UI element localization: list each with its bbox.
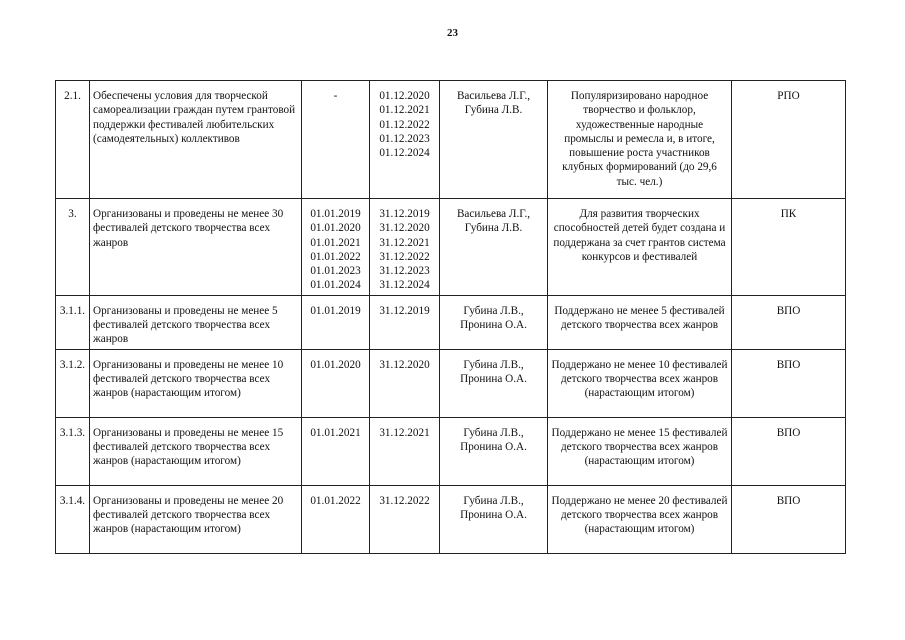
activity-title-cell: Организованы и проведены не менее 10 фестивалей детского творчества всех жанров (нарастающим итогом) xyxy=(90,349,302,417)
responsible-cell: Губина Л.В., Пронина О.А. xyxy=(440,295,548,349)
start-date-line: 01.01.2024 xyxy=(310,279,361,292)
row-number-cell: 2.1. xyxy=(56,81,90,199)
activity-title-cell: Организованы и проведены не менее 20 фестивалей детского творчества всех жанров (нарастающим итогом) xyxy=(90,485,302,553)
start-date-cell: 01.01.2021 xyxy=(302,417,370,485)
start-date-cell: 01.01.2020 xyxy=(302,349,370,417)
end-date-cell: 31.12.2022 xyxy=(370,485,440,553)
start-date-line: 01.01.2021 xyxy=(310,236,361,249)
form-cell: ВПО xyxy=(732,417,846,485)
end-date-line: 31.12.2024 xyxy=(379,279,430,292)
end-date-cell: 31.12.2021 xyxy=(370,417,440,485)
result-cell: Поддержано не менее 10 фестивалей детского творчества всех жанров (нарастающим итогом) xyxy=(548,349,732,417)
plan-table xyxy=(55,80,846,554)
end-date-line: 31.12.2023 xyxy=(379,265,430,278)
result-cell: Популяризировано народное творчество и фольклор, художественные народные промыслы и ремесла и, в итоге, повышение роста участников клубных формирований (до 29,6 тыс. чел.) xyxy=(548,81,732,199)
activity-title-cell: Обеспечены условия для творческой самореализации граждан путем грантовой поддержки фестивалей любительских (самодеятельных) коллективов xyxy=(90,81,302,199)
responsible-cell: Губина Л.В., Пронина О.А. xyxy=(440,417,548,485)
result-cell: Поддержано не менее 5 фестивалей детского творчества всех жанров xyxy=(548,295,732,349)
row-number-cell: 3.1.1. xyxy=(56,295,90,349)
table-row xyxy=(56,199,846,296)
responsible-cell: Васильева Л.Г., Губина Л.В. xyxy=(440,199,548,296)
end-date-line: 01.12.2023 xyxy=(379,132,430,145)
start-date-cell xyxy=(302,81,370,199)
form-cell: ВПО xyxy=(732,485,846,553)
start-date-line: 01.01.2019 xyxy=(310,208,361,220)
form-cell: ВПО xyxy=(732,295,846,349)
result-cell: Для развития творческих способностей детей будет создана и поддержана за счет грантов система конкурсов и фестивалей xyxy=(548,199,732,296)
end-date-line: 01.12.2024 xyxy=(379,147,430,160)
table-row xyxy=(56,485,846,553)
result-cell: Поддержано не менее 20 фестивалей детского творчества всех жанров (нарастающим итогом) xyxy=(548,485,732,553)
start-date-line: 01.01.2022 xyxy=(310,250,361,263)
form-cell: ПК xyxy=(732,199,846,296)
row-number-cell: 3. xyxy=(56,199,90,296)
page-number: 23 xyxy=(447,27,458,39)
end-date-cell xyxy=(370,199,440,296)
responsible-cell: Губина Л.В., Пронина О.А. xyxy=(440,485,548,553)
end-date-line: 01.12.2020 xyxy=(379,90,430,102)
activity-title-cell: Организованы и проведены не менее 30 фестивалей детского творчества всех жанров xyxy=(90,199,302,296)
end-date-line: 01.12.2021 xyxy=(379,104,430,117)
form-cell: ВПО xyxy=(732,349,846,417)
start-date-line: 01.01.2020 xyxy=(310,222,361,235)
end-date-cell: 31.12.2019 xyxy=(370,295,440,349)
end-date-line: 31.12.2019 xyxy=(379,208,430,220)
end-date-line: 31.12.2022 xyxy=(379,250,430,263)
start-date-cell xyxy=(302,199,370,296)
row-number-cell: 3.1.2. xyxy=(56,349,90,417)
result-cell: Поддержано не менее 15 фестивалей детского творчества всех жанров (нарастающим итогом) xyxy=(548,417,732,485)
table-row xyxy=(56,349,846,417)
table-row xyxy=(56,295,846,349)
start-date-cell: 01.01.2022 xyxy=(302,485,370,553)
start-date-line: - xyxy=(333,90,338,102)
row-number-cell: 3.1.4. xyxy=(56,485,90,553)
end-date-line: 01.12.2022 xyxy=(379,118,430,131)
responsible-cell: Васильева Л.Г., Губина Л.В. xyxy=(440,81,548,199)
end-date-line: 31.12.2021 xyxy=(379,236,430,249)
activity-title-cell: Организованы и проведены не менее 5 фестивалей детского творчества всех жанров xyxy=(90,295,302,349)
start-date-cell: 01.01.2019 xyxy=(302,295,370,349)
end-date-cell xyxy=(370,81,440,199)
table-row xyxy=(56,81,846,199)
row-number-cell: 3.1.3. xyxy=(56,417,90,485)
form-cell: РПО xyxy=(732,81,846,199)
activity-title-cell: Организованы и проведены не менее 15 фестивалей детского творчества всех жанров (нарастающим итогом) xyxy=(90,417,302,485)
start-date-line: 01.01.2023 xyxy=(310,265,361,278)
end-date-cell: 31.12.2020 xyxy=(370,349,440,417)
end-date-line: 31.12.2020 xyxy=(379,222,430,235)
table-row xyxy=(56,417,846,485)
responsible-cell: Губина Л.В., Пронина О.А. xyxy=(440,349,548,417)
